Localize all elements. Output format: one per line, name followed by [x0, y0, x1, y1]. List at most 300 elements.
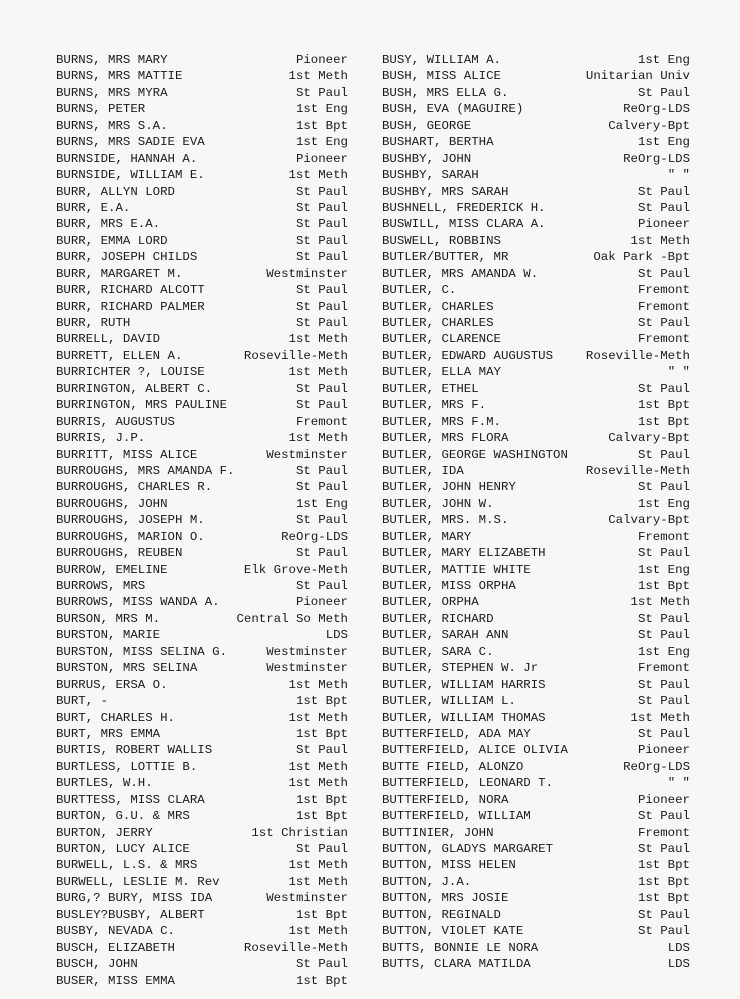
entry-name: BUSWILL, MISS CLARA A.	[382, 217, 546, 232]
entry-name: BUTLER, ORPHA	[382, 595, 479, 610]
list-item	[382, 808, 690, 824]
entry-church: 1st Bpt	[295, 726, 348, 741]
entry-name: BURSON, MRS M.	[56, 611, 161, 626]
list-item	[56, 693, 348, 709]
list-item	[56, 249, 348, 265]
entry-church: Westminster	[266, 447, 348, 462]
entry-name: BURROUGHS, JOSEPH M.	[56, 513, 205, 528]
entry-church: 1st Meth	[630, 233, 690, 248]
entry-name: BURROWS, MISS WANDA A.	[56, 595, 220, 610]
entry-church: Fremont	[637, 529, 690, 544]
entry-name: BUTTON, J.A.	[382, 874, 472, 889]
entry-name: BURWELL, L.S. & MRS	[56, 858, 198, 873]
entry-name: BUSHBY, JOHN	[382, 151, 472, 166]
entry-church: St Paul	[295, 579, 348, 593]
list-item	[56, 348, 348, 364]
entry-church: St Paul	[637, 924, 690, 939]
entry-name: BURRIS, AUGUSTUS	[56, 414, 175, 429]
list-item	[56, 463, 348, 479]
entry-church: Pioneer	[295, 151, 348, 166]
entry-name: BURR, RICHARD PALMER	[56, 299, 205, 314]
list-item	[382, 956, 690, 972]
entry-name: BUTTON, MISS HELEN	[382, 858, 516, 873]
list-item	[56, 430, 348, 446]
entry-name: BUSCH, ELIZABETH	[56, 940, 175, 955]
entry-name: BURRUS, ERSA O.	[56, 677, 168, 692]
list-item	[382, 496, 690, 512]
entry-name: BUTLER, CHARLES	[382, 299, 494, 314]
entry-name: BUTLER, SARA C.	[382, 644, 494, 659]
entry-church: 1st Meth	[288, 168, 348, 183]
entry-name: BUSHBY, SARAH	[382, 168, 479, 183]
entry-church: Pioneer	[637, 743, 690, 758]
entry-name: BURRITT, MISS ALICE	[56, 447, 198, 462]
entry-church: 1st Bpt	[295, 973, 348, 988]
entry-church: 1st Eng	[637, 562, 690, 577]
entry-church: 1st Meth	[630, 710, 690, 725]
entry-name: BUTLER, MRS F.M.	[382, 414, 501, 429]
entry-name: BUTTON, MRS JOSIE	[382, 891, 509, 906]
entry-name: BUTTON, GLADYS MARGARET	[382, 842, 554, 856]
entry-church: 1st Bpt	[295, 809, 348, 824]
list-item	[382, 151, 690, 167]
list-item	[56, 496, 348, 512]
entry-church: St Paul	[295, 381, 348, 396]
entry-church: St Paul	[295, 217, 348, 232]
entry-name: BUTTERFIELD, WILLIAM	[382, 809, 531, 824]
entry-church: St Paul	[295, 463, 348, 478]
entry-name: BURTIS, ROBERT WALLIS	[56, 743, 213, 758]
list-item	[382, 282, 690, 298]
entry-church: Unitarian Univ	[585, 69, 690, 84]
entry-church: Fremont	[637, 661, 690, 676]
list-item	[56, 940, 348, 956]
list-item	[382, 52, 690, 68]
entry-name: BUTTERFIELD, NORA	[382, 792, 509, 807]
entry-name: BURWELL, LESLIE M. Rev	[56, 874, 220, 889]
list-item	[382, 545, 690, 561]
list-item	[382, 184, 690, 200]
list-item	[382, 792, 690, 808]
entry-church: St Paul	[295, 233, 348, 248]
entry-church: St Paul	[637, 809, 690, 824]
entry-name: BURRELL, DAVID	[56, 332, 161, 347]
list-item	[382, 594, 690, 610]
entry-church: 1st Meth	[288, 710, 348, 725]
entry-church: St Paul	[637, 200, 690, 215]
entry-name: BURR, EMMA LORD	[56, 233, 168, 248]
list-item	[56, 134, 348, 150]
list-item	[382, 529, 690, 545]
list-item	[56, 200, 348, 216]
entry-church: " "	[667, 168, 690, 183]
entry-church: 1st Eng	[637, 53, 690, 67]
entry-church: St Paul	[637, 726, 690, 741]
list-item	[56, 101, 348, 117]
entry-church: Fremont	[637, 825, 690, 840]
entry-church: 1st Meth	[288, 924, 348, 939]
entry-name: BUTLER, WILLIAM HARRIS	[382, 677, 546, 692]
list-item	[56, 742, 348, 758]
entry-name: BURSTON, MARIE	[56, 628, 161, 643]
entry-name: BURR, E.A.	[56, 200, 131, 215]
entry-church: 1st Meth	[288, 874, 348, 889]
entry-name: BUTLER, MRS FLORA	[382, 431, 509, 446]
entry-church: Westminster	[266, 644, 348, 659]
entry-name: BUSH, EVA (MAGUIRE)	[382, 102, 524, 117]
list-item	[382, 167, 690, 183]
entry-church: Calvary-Bpt	[608, 431, 690, 446]
entry-name: BURTLESS, LOTTIE B.	[56, 759, 198, 774]
list-item	[56, 479, 348, 495]
entry-church: St Paul	[637, 694, 690, 709]
list-item	[382, 726, 690, 742]
entry-church: Fremont	[295, 414, 348, 429]
list-item	[382, 447, 690, 463]
list-item	[382, 430, 690, 446]
entry-name: BUSH, MISS ALICE	[382, 69, 501, 84]
list-item	[382, 381, 690, 397]
list-item	[56, 364, 348, 380]
list-item	[382, 693, 690, 709]
entry-church: 1st Meth	[288, 431, 348, 446]
list-item	[382, 85, 690, 101]
list-item	[56, 907, 348, 923]
list-item	[56, 874, 348, 890]
list-item	[382, 216, 690, 232]
list-item	[382, 200, 690, 216]
entry-church: LDS	[667, 940, 690, 955]
entry-church: St Paul	[295, 513, 348, 528]
list-item	[56, 529, 348, 545]
right-column	[382, 52, 690, 973]
entry-church: St Paul	[295, 299, 348, 314]
entry-name: BURROUGHS, MRS AMANDA F.	[56, 463, 235, 478]
entry-church: 1st Meth	[288, 677, 348, 692]
entry-church: St Paul	[637, 381, 690, 396]
list-item	[56, 414, 348, 430]
entry-church: St Paul	[295, 283, 348, 298]
list-item	[56, 562, 348, 578]
list-item	[382, 414, 690, 430]
list-item	[56, 381, 348, 397]
entry-church: Central So Meth	[236, 611, 348, 626]
entry-church: St Paul	[637, 266, 690, 281]
list-item	[382, 857, 690, 873]
entry-name: BUSHBY, MRS SARAH	[382, 184, 509, 199]
entry-church: St Paul	[295, 480, 348, 495]
entry-name: BUTTERFIELD, ALICE OLIVIA	[382, 743, 568, 758]
entry-name: BUTLER, WILLIAM L.	[382, 694, 516, 709]
list-item	[56, 792, 348, 808]
list-item	[56, 857, 348, 873]
list-item	[56, 118, 348, 134]
entry-church: LDS	[667, 957, 690, 972]
entry-name: BUTLER, CLARENCE	[382, 332, 501, 347]
entry-name: BUTLER, JOHN W.	[382, 496, 494, 511]
list-item	[382, 249, 690, 265]
list-item	[382, 101, 690, 117]
entry-name: BURRETT, ELLEN A.	[56, 348, 183, 363]
list-item	[56, 956, 348, 972]
list-item	[382, 68, 690, 84]
entry-church: 1st Christian	[251, 825, 348, 840]
list-item	[382, 233, 690, 249]
entry-name: BUTLER/BUTTER, MR	[382, 250, 509, 265]
list-item	[56, 923, 348, 939]
list-item	[382, 890, 690, 906]
entry-name: BURR, MRS E.A.	[56, 217, 161, 232]
entry-name: BUTLER, MRS. M.S.	[382, 513, 509, 528]
entry-name: BUSH, GEORGE	[382, 118, 472, 133]
list-item	[382, 299, 690, 315]
entry-church: St Paul	[295, 546, 348, 561]
list-item	[382, 611, 690, 627]
list-item	[56, 447, 348, 463]
entry-name: BURTON, LUCY ALICE	[56, 842, 190, 856]
entry-name: BURROUGHS, REUBEN	[56, 546, 183, 561]
list-item	[382, 841, 690, 857]
entry-church: 1st Bpt	[637, 579, 690, 593]
entry-church: ReOrg-LDS	[623, 102, 690, 117]
list-item	[56, 167, 348, 183]
entry-name: BUTLER, IDA	[382, 463, 464, 478]
entry-church: St Paul	[295, 85, 348, 100]
entry-name: BURTON, JERRY	[56, 825, 153, 840]
entry-name: BUTTERFIELD, ADA MAY	[382, 726, 531, 741]
entry-name: BURNSIDE, WILLIAM E.	[56, 168, 205, 183]
entry-church: 1st Eng	[637, 135, 690, 150]
entry-church: Fremont	[637, 332, 690, 347]
entry-church: St Paul	[637, 85, 690, 100]
list-item	[56, 973, 348, 989]
list-item	[56, 759, 348, 775]
list-item	[382, 578, 690, 594]
list-item	[382, 907, 690, 923]
list-item	[382, 775, 690, 791]
list-item	[382, 742, 690, 758]
list-item	[382, 512, 690, 528]
list-item	[56, 890, 348, 906]
list-item	[56, 315, 348, 331]
entry-name: BUSER, MISS EMMA	[56, 973, 175, 988]
entry-name: BUTTON, VIOLET KATE	[382, 924, 524, 939]
list-item	[382, 348, 690, 364]
entry-church: 1st Meth	[288, 365, 348, 380]
list-item	[382, 759, 690, 775]
entry-church: St Paul	[295, 957, 348, 972]
list-item	[56, 266, 348, 282]
entry-name: BUTTS, CLARA MATILDA	[382, 957, 531, 972]
entry-name: BUTLER, EDWARD AUGUSTUS	[382, 348, 554, 363]
list-item	[382, 940, 690, 956]
list-item	[56, 710, 348, 726]
entry-name: BURR, RUTH	[56, 316, 131, 330]
entry-name: BURRIS, J.P.	[56, 431, 146, 446]
entry-name: BURNS, MRS SADIE EVA	[56, 135, 205, 150]
entry-church: 1st Meth	[288, 69, 348, 84]
entry-name: BUTTINIER, JOHN	[382, 825, 494, 840]
entry-name: BURSTON, MRS SELINA	[56, 661, 198, 676]
entry-church: 1st Bpt	[637, 858, 690, 873]
entry-church: 1st Meth	[288, 776, 348, 791]
entry-church: Westminster	[266, 891, 348, 906]
entry-church: Elk Grove-Meth	[243, 562, 348, 577]
list-item	[56, 299, 348, 315]
entry-name: BURR, MARGARET M.	[56, 266, 183, 281]
entry-name: BUTLER, SARAH ANN	[382, 628, 509, 643]
entry-name: BURSTON, MISS SELINA G.	[56, 644, 228, 659]
list-item	[382, 710, 690, 726]
entry-name: BURNS, MRS S.A.	[56, 118, 168, 133]
entry-church: St Paul	[295, 398, 348, 413]
entry-church: St Paul	[637, 316, 690, 330]
entry-name: BUTLER, MISS ORPHA	[382, 579, 516, 593]
entry-name: BUSWELL, ROBBINS	[382, 233, 501, 248]
list-item	[56, 677, 348, 693]
list-item	[56, 775, 348, 791]
list-item	[56, 545, 348, 561]
list-item	[56, 184, 348, 200]
entry-name: BURR, ALLYN LORD	[56, 184, 175, 199]
list-item	[382, 562, 690, 578]
entry-church: Westminster	[266, 266, 348, 281]
entry-church: St Paul	[295, 200, 348, 215]
entry-name: BUSBY, NEVADA C.	[56, 924, 175, 939]
entry-church: 1st Meth	[288, 759, 348, 774]
entry-church: St Paul	[637, 628, 690, 643]
entry-church: St Paul	[295, 250, 348, 265]
entry-church: " "	[667, 365, 690, 380]
entry-name: BUSHNELL, FREDERICK H.	[382, 200, 546, 215]
list-item	[56, 808, 348, 824]
entry-name: BUTLER, ELLA MAY	[382, 365, 501, 380]
entry-church: LDS	[325, 628, 348, 643]
list-item	[56, 726, 348, 742]
entry-church: 1st Bpt	[637, 874, 690, 889]
entry-church: Fremont	[637, 283, 690, 298]
list-item	[382, 118, 690, 134]
entry-church: 1st Eng	[295, 102, 348, 117]
list-item	[382, 923, 690, 939]
entry-name: BURTTESS, MISS CLARA	[56, 792, 205, 807]
entry-name: BUTLER, MRS F.	[382, 398, 487, 413]
entry-name: BUTLER, ETHEL	[382, 381, 479, 396]
entry-name: BURNS, MRS MYRA	[56, 85, 168, 100]
list-item	[382, 463, 690, 479]
entry-church: " "	[667, 776, 690, 791]
list-item	[56, 52, 348, 68]
entry-name: BUTLER, GEORGE WASHINGTON	[382, 447, 568, 462]
entry-church: Pioneer	[295, 53, 348, 67]
entry-church: St Paul	[295, 316, 348, 330]
entry-name: BURRICHTER ?, LOUISE	[56, 365, 205, 380]
list-item	[56, 594, 348, 610]
entry-church: 1st Bpt	[637, 414, 690, 429]
entry-name: BUTLER, MATTIE WHITE	[382, 562, 531, 577]
list-item	[56, 85, 348, 101]
entry-name: BURNSIDE, HANNAH A.	[56, 151, 198, 166]
list-item	[56, 282, 348, 298]
list-item	[382, 660, 690, 676]
entry-name: BUTLER, STEPHEN W. Jr	[382, 661, 539, 676]
entry-name: BUSCH, JOHN	[56, 957, 138, 972]
entry-church: 1st Bpt	[637, 891, 690, 906]
list-item	[382, 825, 690, 841]
entry-name: BURRINGTON, ALBERT C.	[56, 381, 213, 396]
entry-name: BUSHART, BERTHA	[382, 135, 494, 150]
entry-church: Roseville-Meth	[585, 348, 690, 363]
entry-church: ReOrg-LDS	[281, 529, 348, 544]
entry-church: 1st Bpt	[637, 398, 690, 413]
list-item	[56, 151, 348, 167]
list-item	[56, 841, 348, 857]
entry-church: 1st Bpt	[295, 118, 348, 133]
entry-church: Roseville-Meth	[243, 940, 348, 955]
entry-name: BUTLER, C.	[382, 283, 457, 298]
list-item	[56, 660, 348, 676]
entry-church: St Paul	[637, 611, 690, 626]
list-item	[382, 397, 690, 413]
entry-name: BURT, -	[56, 694, 109, 709]
list-item	[56, 216, 348, 232]
entry-name: BURROWS, MRS	[56, 579, 146, 593]
entry-church: St Paul	[637, 447, 690, 462]
entry-name: BURROUGHS, JOHN	[56, 496, 168, 511]
entry-name: BURG,? BURY, MISS IDA	[56, 891, 213, 906]
entry-name: BUTTERFIELD, LEONARD T.	[382, 776, 554, 791]
entry-name: BURRINGTON, MRS PAULINE	[56, 398, 228, 413]
entry-name: BUTTON, REGINALD	[382, 907, 501, 922]
list-item	[382, 677, 690, 693]
entry-church: 1st Eng	[295, 135, 348, 150]
entry-church: St Paul	[295, 842, 348, 856]
entry-church: Calvery-Bpt	[608, 118, 690, 133]
entry-church: 1st Meth	[630, 595, 690, 610]
entry-church: 1st Bpt	[295, 694, 348, 709]
entry-church: Roseville-Meth	[585, 463, 690, 478]
entry-name: BUSY, WILLIAM A.	[382, 53, 501, 67]
entry-name: BURNS, MRS MARY	[56, 53, 168, 67]
entry-name: BUTTE FIELD, ALONZO	[382, 759, 524, 774]
list-item	[382, 364, 690, 380]
list-item	[382, 266, 690, 282]
entry-name: BURT, MRS EMMA	[56, 726, 161, 741]
entry-church: St Paul	[637, 480, 690, 495]
entry-name: BURNS, MRS MATTIE	[56, 69, 183, 84]
entry-name: BURROUGHS, CHARLES R.	[56, 480, 213, 495]
entry-name: BUTTS, BONNIE LE NORA	[382, 940, 539, 955]
entry-name: BURROW, EMELINE	[56, 562, 168, 577]
entry-church: 1st Eng	[295, 496, 348, 511]
list-item	[56, 644, 348, 660]
list-item	[56, 331, 348, 347]
entry-church: 1st Bpt	[295, 907, 348, 922]
entry-church: 1st Meth	[288, 858, 348, 873]
entry-church: Pioneer	[637, 792, 690, 807]
entry-name: BURT, CHARLES H.	[56, 710, 175, 725]
list-item	[382, 644, 690, 660]
entry-church: St Paul	[295, 743, 348, 758]
list-item	[382, 331, 690, 347]
list-item	[56, 627, 348, 643]
entry-church: Pioneer	[637, 217, 690, 232]
entry-name: BURR, RICHARD ALCOTT	[56, 283, 205, 298]
entry-name: BURTLES, W.H.	[56, 776, 153, 791]
entry-name: BUTLER, CHARLES	[382, 316, 494, 330]
list-item	[382, 627, 690, 643]
entry-name: BURNS, PETER	[56, 102, 146, 117]
